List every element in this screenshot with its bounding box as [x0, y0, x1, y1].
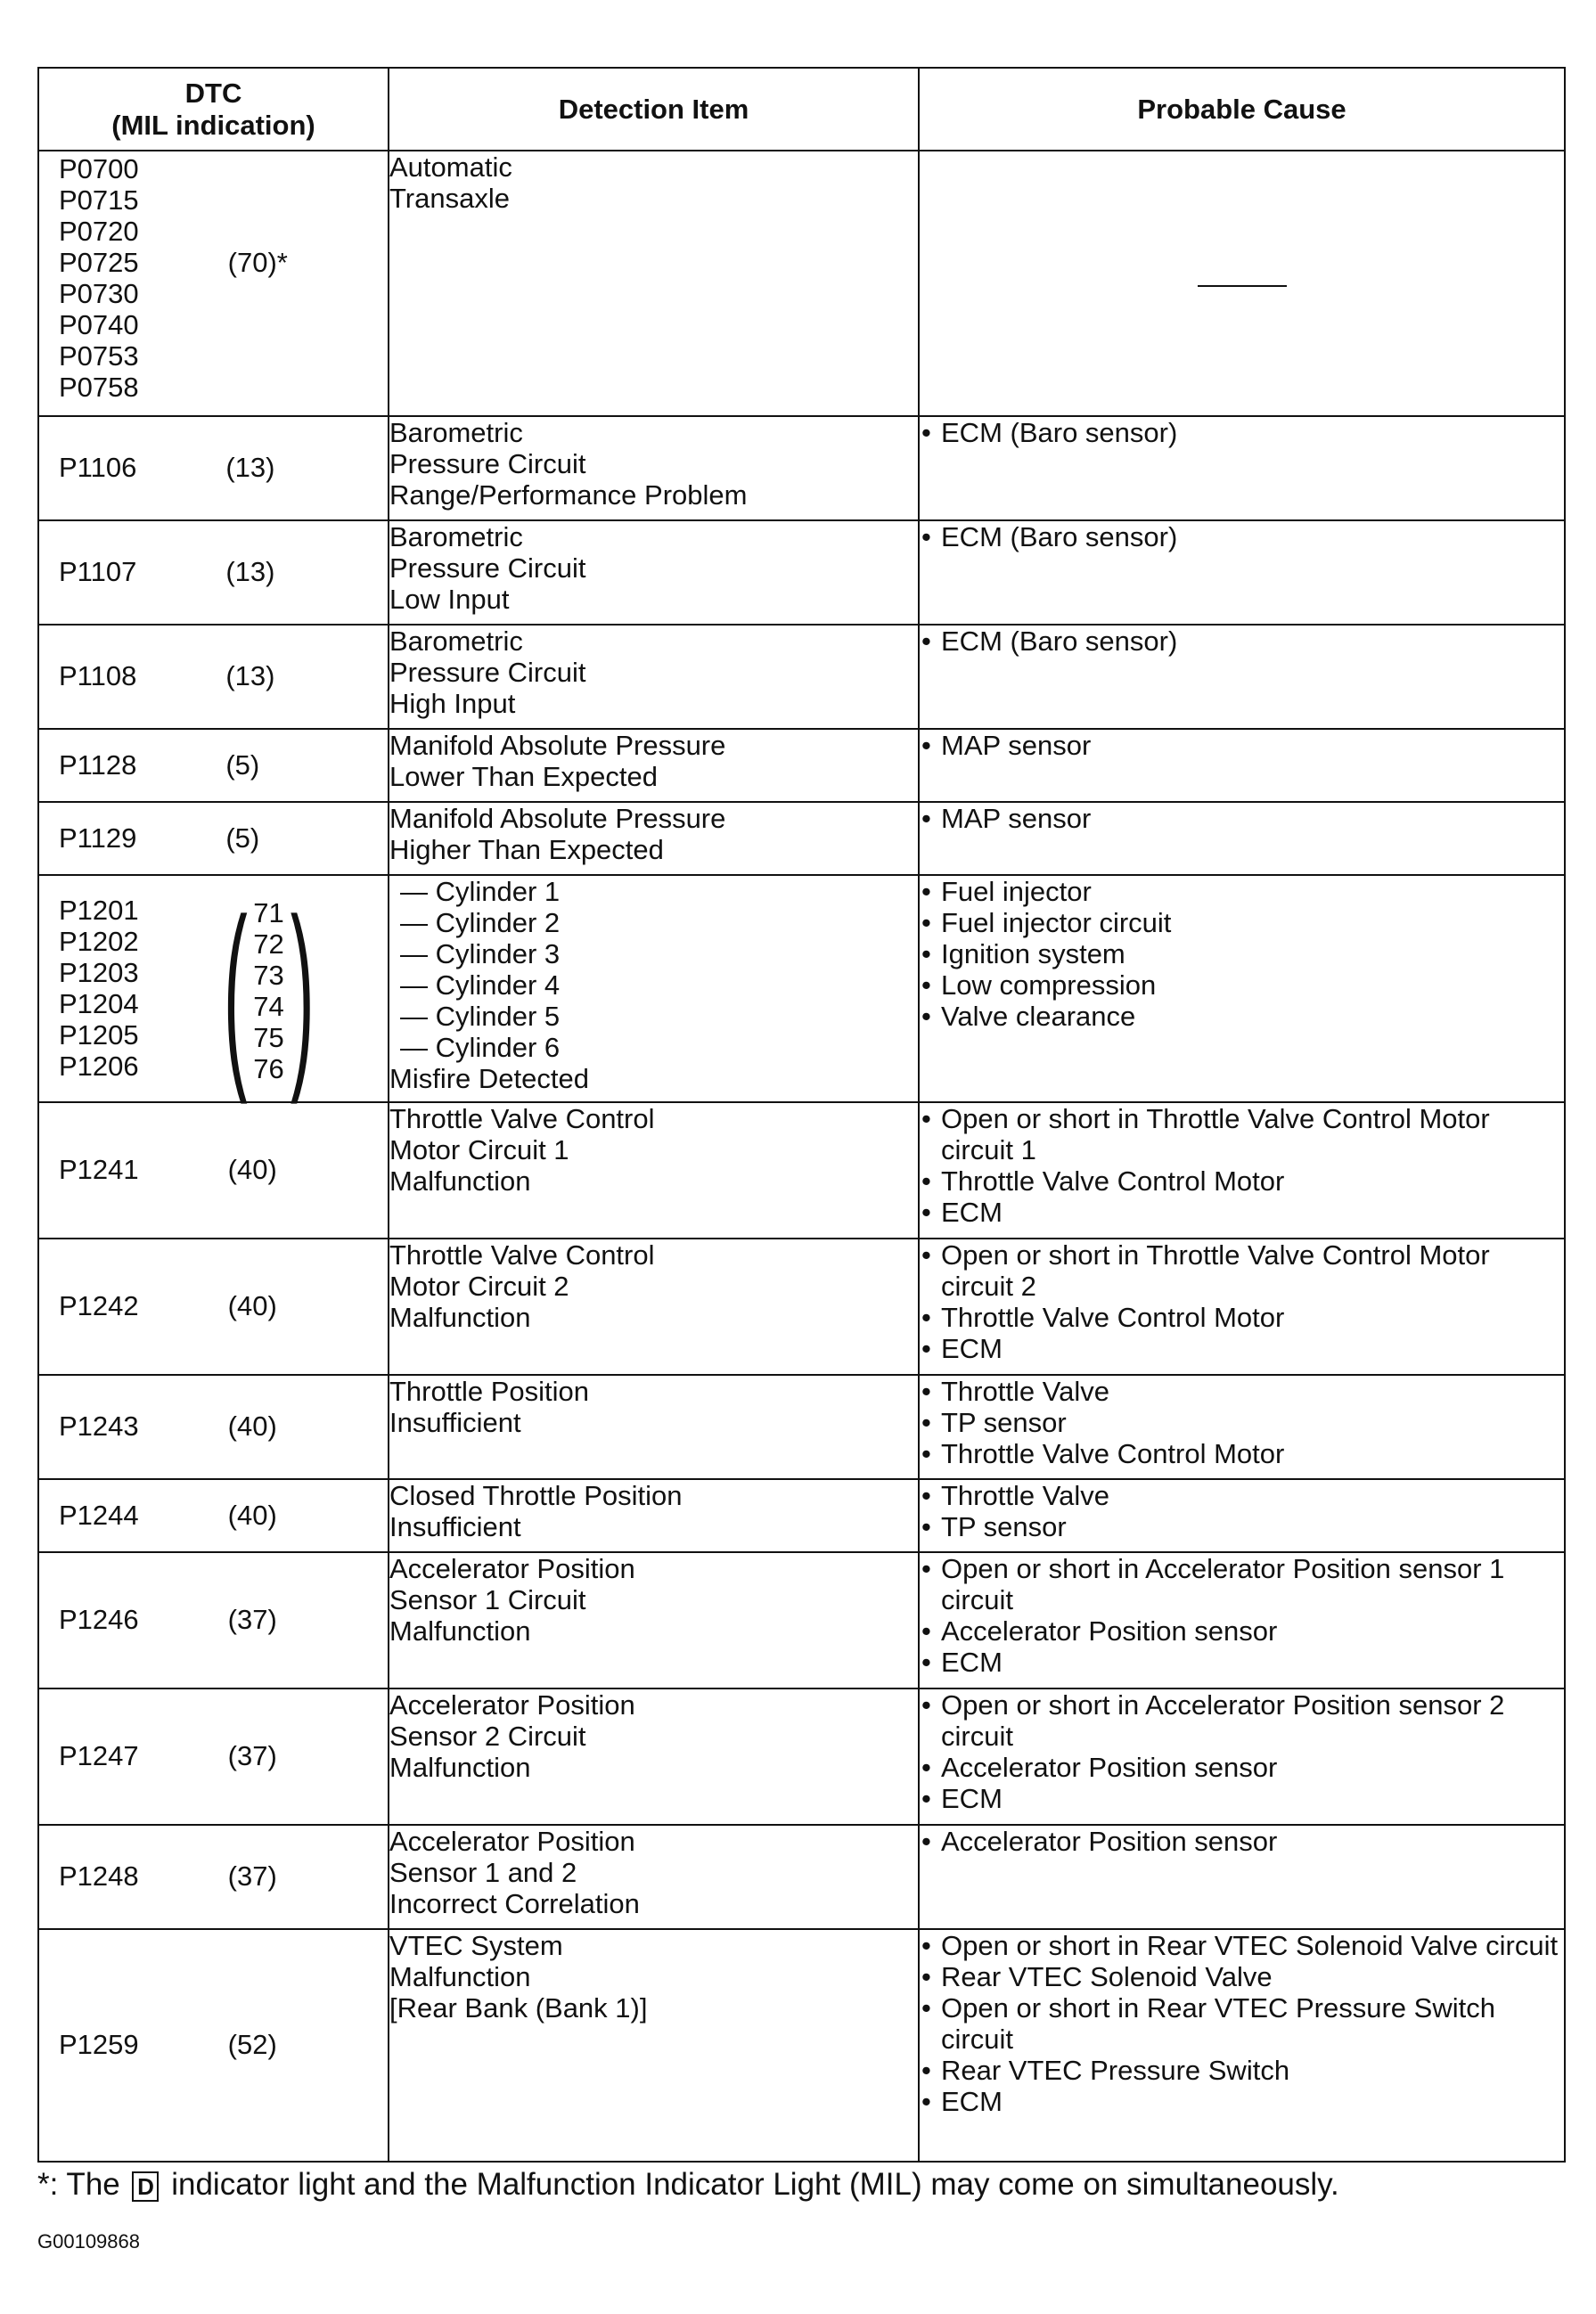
dtc-code: P1201: [59, 894, 139, 926]
dtc-codes: [39, 452, 136, 483]
detection-line: Throttle Valve Control: [389, 1239, 655, 1271]
dtc-cell: [38, 1375, 389, 1479]
detection-line: Motor Circuit 2: [389, 1271, 569, 1302]
left-bracket-icon: (: [223, 875, 248, 1105]
detection-line: — Cylinder 1: [400, 876, 561, 907]
cause-item: • Low compression: [920, 969, 1564, 1001]
no-cause-dash: [1198, 285, 1287, 287]
detection-line: Pressure Circuit: [389, 448, 586, 479]
mil-indication: (70)*: [227, 247, 288, 278]
footnote-prefix: *: The: [37, 2167, 120, 2202]
detection-line: Insufficient: [389, 1407, 521, 1438]
cause-item: • Accelerator Position sensor: [920, 1826, 1564, 1857]
probable-cause-cell: [919, 625, 1565, 729]
cause-item: • TP sensor: [920, 1511, 1564, 1542]
cause-item: • Accelerator Position sensor: [920, 1752, 1564, 1783]
table-row: [38, 625, 1565, 729]
table-body: [38, 151, 1565, 2162]
detection-line: Range/Performance Problem: [389, 479, 748, 511]
cause-item: • Open or short in Accelerator Position sensor 2 circuit: [920, 1689, 1564, 1752]
mil-indication: (40): [227, 1499, 277, 1531]
dtc-cell: [38, 875, 389, 1105]
table-row: [38, 875, 1565, 1102]
cause-item: • Rear VTEC Pressure Switch: [920, 2055, 1564, 2086]
mil-indication-group: [201, 875, 337, 1105]
table-row: [38, 416, 1565, 520]
detection-line: [Rear Bank (Bank 1)]: [389, 1992, 648, 2024]
detection-line: — Cylinder 4: [400, 969, 561, 1001]
cause-item: • ECM: [920, 2086, 1564, 2117]
detection-item-cell: [389, 625, 919, 729]
detection-line: Low Input: [389, 584, 510, 615]
mil-code: 74: [253, 990, 284, 1022]
cause-item: • Throttle Valve: [920, 1376, 1564, 1407]
dtc-cell: [38, 625, 389, 729]
dtc-codes: [39, 1860, 139, 1892]
dtc-code: P1248: [59, 1860, 139, 1892]
dtc-code: P0740: [59, 309, 139, 340]
detection-line: — Cylinder 6: [400, 1032, 561, 1063]
detection-line: Insufficient: [389, 1511, 521, 1542]
dtc-cell: [38, 416, 389, 520]
detection-line: Accelerator Position: [389, 1826, 635, 1857]
dtc-codes: [39, 1604, 139, 1635]
detection-item-cell: [389, 416, 919, 520]
dtc-cell: [38, 729, 389, 802]
dtc-cell: [38, 802, 389, 875]
detection-line: Accelerator Position: [389, 1553, 635, 1584]
table-row: [38, 1239, 1565, 1375]
probable-cause-cell: [919, 151, 1565, 416]
detection-item-cell: [389, 1375, 919, 1479]
cause-item: • ECM: [920, 1197, 1564, 1228]
cause-item: • Valve clearance: [920, 1001, 1564, 1032]
mil-indication: (13): [225, 452, 275, 483]
table-row: [38, 1375, 1565, 1479]
dtc-codes: [39, 151, 139, 403]
cause-item: • Throttle Valve Control Motor: [920, 1302, 1564, 1333]
probable-cause-cell: [919, 1479, 1565, 1552]
mil-indication: (37): [227, 1740, 277, 1771]
cause-item: • ECM: [920, 1647, 1564, 1678]
detection-line: — Cylinder 2: [400, 907, 561, 938]
detection-item-cell: [389, 1479, 919, 1552]
header-cause: Probable Cause: [919, 68, 1565, 151]
detection-line: Motor Circuit 1: [389, 1134, 569, 1165]
dtc-codes: [39, 749, 136, 781]
dtc-cell: [38, 1825, 389, 1929]
dtc-cell: [38, 1929, 389, 2162]
detection-line: Lower Than Expected: [389, 761, 659, 792]
cause-item: • Fuel injector: [920, 876, 1564, 907]
dtc-codes: [39, 1290, 139, 1321]
table-row: [38, 1552, 1565, 1688]
dtc-code: P1241: [59, 1154, 139, 1185]
mil-indication: (13): [225, 660, 275, 691]
cause-item: • Open or short in Rear VTEC Solenoid Valve circuit: [920, 1930, 1564, 1961]
table-row: [38, 802, 1565, 875]
probable-cause-cell: [919, 416, 1565, 520]
cause-item: • Accelerator Position sensor: [920, 1615, 1564, 1647]
right-bracket-icon: ): [290, 875, 315, 1105]
dtc-cell: [38, 520, 389, 625]
header-dtc-label: DTC: [184, 77, 242, 109]
detection-line: Misfire Detected: [389, 1063, 589, 1094]
detection-item-cell: [389, 1688, 919, 1825]
cause-item: • Rear VTEC Solenoid Valve: [920, 1961, 1564, 1992]
detection-line: — Cylinder 5: [400, 1001, 561, 1032]
detection-line: Sensor 1 Circuit: [389, 1584, 586, 1615]
detection-line: Closed Throttle Position: [389, 1480, 683, 1511]
detection-line: Incorrect Correlation: [389, 1888, 640, 1919]
cause-item: • Fuel injector circuit: [920, 907, 1564, 938]
detection-line: Malfunction: [389, 1165, 531, 1197]
probable-cause-cell: [919, 1102, 1565, 1239]
mil-code: 73: [253, 959, 284, 991]
detection-line: Accelerator Position: [389, 1689, 635, 1721]
cause-item: • Open or short in Throttle Valve Control Motor circuit 2: [920, 1239, 1564, 1302]
detection-item-cell: [389, 1102, 919, 1239]
dtc-codes: [39, 895, 139, 1082]
dtc-codes: [39, 1154, 139, 1185]
detection-item-cell: [389, 1239, 919, 1375]
detection-item-cell: [389, 1929, 919, 2162]
dtc-codes: [39, 1500, 139, 1531]
detection-line: VTEC System: [389, 1930, 563, 1961]
detection-line: Malfunction: [389, 1961, 531, 1992]
probable-cause-cell: [919, 729, 1565, 802]
dtc-codes: [39, 1410, 139, 1442]
detection-line: Barometric: [389, 626, 523, 657]
mil-code: 75: [253, 1021, 284, 1053]
mil-indication: (40): [227, 1154, 277, 1185]
mil-code: 76: [253, 1052, 284, 1084]
dtc-cell: [38, 1479, 389, 1552]
probable-cause-cell: [919, 1688, 1565, 1825]
cause-item: • Open or short in Throttle Valve Control Motor circuit 1: [920, 1103, 1564, 1165]
table-row: [38, 520, 1565, 625]
footnote-text: indicator light and the Malfunction Indicator Light (MIL) may come on simultaneously.: [171, 2167, 1339, 2202]
mil-indication: (52): [227, 2029, 277, 2060]
detection-item-cell: [389, 151, 919, 416]
mil-indication: (5): [225, 748, 260, 781]
dtc-cell: [38, 1552, 389, 1688]
dtc-codes: [39, 822, 136, 854]
mil-indication: (40): [227, 1290, 277, 1321]
table-row: [38, 151, 1565, 416]
table-row: [38, 1825, 1565, 1929]
dtc-code: P1106: [59, 452, 137, 483]
detection-item-cell: [389, 875, 919, 1102]
dtc-code: P1205: [59, 1018, 139, 1051]
dtc-cell: [38, 1688, 389, 1825]
table-row: [38, 1102, 1565, 1239]
dtc-code: P1129: [59, 822, 137, 854]
cause-item: • MAP sensor: [920, 803, 1564, 834]
dtc-code: P1204: [59, 987, 139, 1019]
dtc-code: P1107: [59, 556, 137, 587]
dtc-cell: [38, 151, 389, 416]
detection-line: Transaxle: [389, 183, 510, 214]
cause-item: • TP sensor: [920, 1407, 1564, 1438]
dtc-code: P1128: [59, 748, 137, 781]
footnote: [37, 2167, 1339, 2203]
mil-code: 72: [253, 928, 284, 960]
probable-cause-cell: [919, 1552, 1565, 1688]
dtc-codes: [39, 660, 136, 691]
dtc-code: P0730: [59, 278, 139, 309]
cause-item: • Ignition system: [920, 938, 1564, 969]
dtc-code: P1259: [59, 2029, 139, 2060]
detection-line: Pressure Circuit: [389, 552, 586, 584]
d-indicator-icon: D: [132, 2171, 159, 2202]
detection-line: Malfunction: [389, 1752, 531, 1783]
dtc-cell: [38, 1102, 389, 1239]
dtc-code: P0720: [59, 216, 139, 247]
detection-line: Barometric: [389, 521, 523, 552]
probable-cause-cell: [919, 1239, 1565, 1375]
dtc-code: P1202: [59, 925, 139, 957]
header-mil-label: (MIL indication): [111, 109, 315, 141]
cause-item: • Throttle Valve Control Motor: [920, 1165, 1564, 1197]
detection-line: Throttle Position: [389, 1376, 589, 1407]
dtc-code: P1244: [59, 1499, 139, 1531]
probable-cause-cell: [919, 875, 1565, 1102]
dtc-code: P1247: [59, 1740, 139, 1771]
dtc-code: P0725: [59, 247, 139, 278]
detection-line: Malfunction: [389, 1615, 531, 1647]
detection-line: Higher Than Expected: [389, 834, 664, 865]
dtc-code: P1243: [59, 1410, 139, 1442]
table-row: [38, 1929, 1565, 2162]
mil-indication: (37): [227, 1604, 277, 1635]
detection-line: Automatic: [389, 151, 512, 183]
mil-indication: (37): [227, 1860, 277, 1892]
dtc-cell: [38, 1239, 389, 1375]
dtc-codes: [39, 556, 136, 587]
header-detection: Detection Item: [389, 68, 919, 151]
dtc-code: P0700: [59, 153, 139, 184]
detection-line: Throttle Valve Control: [389, 1103, 655, 1134]
table-header-row: [38, 68, 1565, 151]
dtc-codes: [39, 1740, 139, 1771]
dtc-table: [37, 67, 1566, 2163]
dtc-codes: [39, 2029, 139, 2060]
probable-cause-cell: [919, 520, 1565, 625]
cause-item: • ECM (Baro sensor): [920, 417, 1564, 448]
cause-item: • Open or short in Rear VTEC Pressure Switch circuit: [920, 1992, 1564, 2055]
detection-line: Barometric: [389, 417, 523, 448]
table-row: [38, 729, 1565, 802]
detection-item-cell: [389, 802, 919, 875]
detection-item-cell: [389, 520, 919, 625]
detection-item-cell: [389, 1552, 919, 1688]
cause-item: • ECM (Baro sensor): [920, 521, 1564, 552]
dtc-code: P1203: [59, 956, 139, 988]
dtc-code: P1246: [59, 1604, 139, 1635]
dtc-code: P1108: [59, 660, 137, 691]
detection-line: Pressure Circuit: [389, 657, 586, 688]
dtc-code: P1242: [59, 1290, 139, 1321]
detection-line: — Cylinder 3: [400, 938, 561, 969]
mil-indication: (5): [225, 822, 260, 854]
detection-line: Malfunction: [389, 1302, 531, 1333]
probable-cause-cell: [919, 1929, 1565, 2162]
cause-item: • ECM (Baro sensor): [920, 626, 1564, 657]
cause-item: • Throttle Valve Control Motor: [920, 1438, 1564, 1469]
dtc-code: P0715: [59, 184, 139, 216]
mil-indication: (40): [227, 1410, 277, 1442]
detection-item-cell: [389, 1825, 919, 1929]
detection-item-cell: [389, 729, 919, 802]
table-row: [38, 1479, 1565, 1552]
mil-indication: (13): [225, 556, 275, 587]
cause-item: • Throttle Valve: [920, 1480, 1564, 1511]
cause-item: • MAP sensor: [920, 730, 1564, 761]
table-row: [38, 1688, 1565, 1825]
dtc-code: P0758: [59, 372, 139, 403]
detection-line: High Input: [389, 688, 516, 719]
detection-line: Manifold Absolute Pressure: [389, 730, 726, 761]
cause-item: • ECM: [920, 1783, 1564, 1814]
header-dtc: [38, 68, 389, 151]
probable-cause-cell: [919, 1375, 1565, 1479]
probable-cause-cell: [919, 1825, 1565, 1929]
detection-line: Manifold Absolute Pressure: [389, 803, 726, 834]
dtc-code: P0753: [59, 340, 139, 372]
mil-code: 71: [253, 896, 284, 928]
document-id: G00109868: [37, 2230, 140, 2253]
detection-line: Sensor 1 and 2: [389, 1857, 577, 1888]
detection-line: Sensor 2 Circuit: [389, 1721, 586, 1752]
cause-item: • Open or short in Accelerator Position sensor 1 circuit: [920, 1553, 1564, 1615]
probable-cause-cell: [919, 802, 1565, 875]
dtc-code: P1206: [59, 1050, 139, 1082]
cause-item: • ECM: [920, 1333, 1564, 1364]
